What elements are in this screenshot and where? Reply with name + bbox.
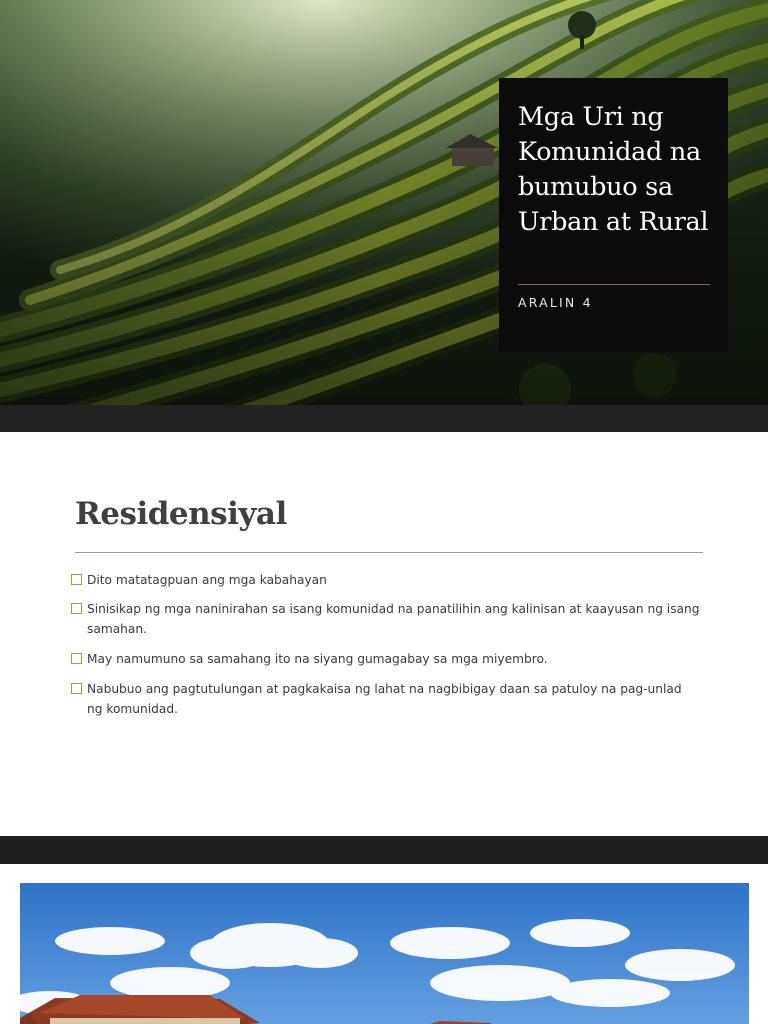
square-bullet-icon bbox=[71, 653, 82, 664]
list-item bbox=[75, 649, 700, 669]
slide-houses bbox=[0, 864, 768, 1024]
slide-heading: Residensiyal bbox=[75, 496, 287, 532]
title-divider bbox=[518, 284, 710, 285]
slide-subtitle: ARALIN 4 bbox=[518, 295, 593, 310]
list-item-text: Sinisikap ng mga naninirahan sa isang komunidad na panatilihin ang kalinisan at kaayusan ng isang samahan. bbox=[87, 602, 700, 636]
houses-under-blue-sky-photo bbox=[20, 883, 749, 1024]
list-item-text: May namumuno sa samahang ito na siyang gumagabay sa mga miyembro. bbox=[87, 652, 548, 666]
list-item-text: Nabubuo ang pagtutulungan at pagkakaisa ng lahat na nagbibigay daan sa patuloy na pag-unlad ng komunidad. bbox=[87, 682, 682, 716]
slide-separator bbox=[0, 836, 768, 864]
slide-title bbox=[0, 0, 768, 432]
title-box bbox=[499, 78, 728, 352]
square-bullet-icon bbox=[71, 603, 82, 614]
list-item bbox=[75, 679, 700, 719]
slide-title-text: Mga Uri ng Komunidad na bumubuo sa Urban at Rural bbox=[518, 102, 709, 237]
list-item bbox=[75, 599, 700, 639]
list-item bbox=[75, 570, 700, 590]
heading-divider bbox=[75, 552, 703, 553]
square-bullet-icon bbox=[71, 683, 82, 694]
slide-residensiyal bbox=[0, 432, 768, 836]
slide-bottom-band bbox=[0, 405, 768, 432]
list-item-text: Dito matatagpuan ang mga kabahayan bbox=[87, 573, 327, 587]
bullet-list bbox=[75, 570, 700, 729]
square-bullet-icon bbox=[71, 574, 82, 585]
